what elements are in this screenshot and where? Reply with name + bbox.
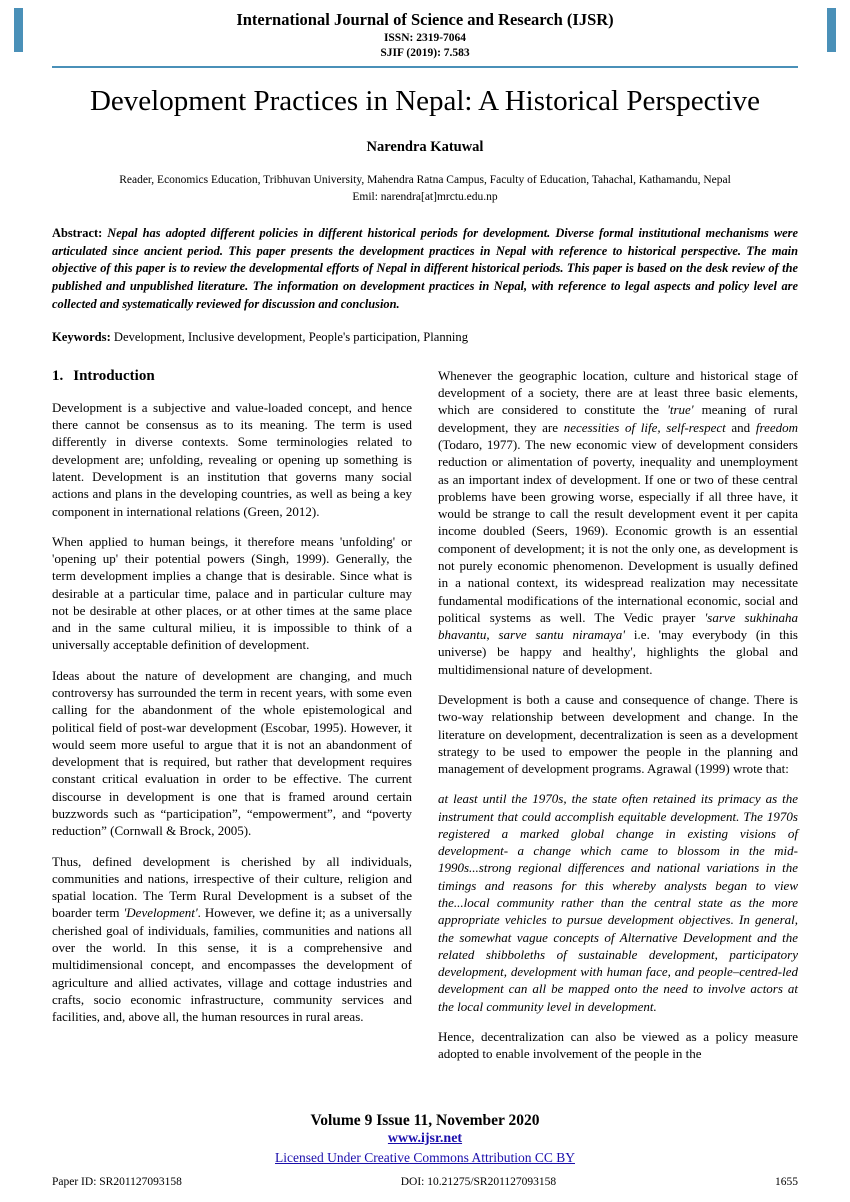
- paragraph: Ideas about the nature of development are changing, and much controversy has surrounded the term in recent years, with some even calling for the abandonment of the whole epistemological and political field of post-war development (Escobar, 1995). However, it would seem more useful to argue that it is not an abandonment of development that is required, but rather that development requires constant critical evaluation in order to be effective. The current discourse in development is one that is framed around certain buzzwords such as “participation”, “empowerment”, and “poverty reduction” (Cornwall & Brock, 2005).: [52, 667, 412, 839]
- journal-sjif: SJIF (2019): 7.583: [380, 46, 470, 59]
- right-column: [438, 367, 798, 1063]
- footer-meta: [0, 1166, 850, 1188]
- paragraph: [438, 367, 798, 678]
- paragraph-part: and: [725, 419, 756, 435]
- paragraph-part: (Todaro, 1977). The new economic view of development considers reduction or alimentation of poverty, inequality and unemployment as an important index of development. If one or two of these central problems have been growing worse, especially if all three have, it would be strange to call the result development event it per capita income doubled (Seers, 1969). Economic growth is an essential component of development; it is not the only one, as development is not purely economic phenomenon. Development is usually defined in a national context, its widespread realization may necessitate fundamental modifications of the international economic, social and political systems as well. The Vedic prayer: [438, 437, 798, 625]
- paragraph-part: meaning of rural development, they are: [438, 402, 798, 435]
- journal-title: International Journal of Science and Research (IJSR): [236, 10, 614, 29]
- author-email: Emil: narendra[at]mrctu.edu.np: [352, 190, 498, 203]
- paragraph: Hence, decentralization can also be viewed as a policy measure adopted to enable involvement of the people in the: [438, 1029, 798, 1062]
- header-divider: [52, 66, 798, 68]
- section-heading-introduction: [52, 367, 412, 387]
- left-edge-bar: [14, 8, 23, 52]
- keywords-text: Development, Inclusive development, People's participation, Planning: [110, 330, 469, 345]
- paragraph: When applied to human beings, it therefore means 'unfolding' or 'opening up' their potential powers (Singh, 1999). Generally, the term development implies a change that is desirable. Since what is desirable at a particular time, palace and in particular culture may not be desirable at other places, or at other times at the same place and in the same cultural milieu, it is impossible to think of a universally acceptable definition of development.: [52, 533, 412, 653]
- left-column: [52, 367, 412, 1063]
- paragraph: Development is a subjective and value-loaded concept, and hence there cannot be consensus as to its meaning. The term is used differently in diverse contexts. Some terminologies related to development are; unfolding, revealing or opening up something is latent. Development is an institution that governs many social actions and plans in the developing countries, as well as being a key component in international relations (Green, 2012).: [52, 399, 412, 519]
- section-number: 1.: [52, 367, 64, 384]
- page-title: Development Practices in Nepal: A Historical Perspective: [89, 84, 761, 117]
- affiliation-line: Reader, Economics Education, Tribhuvan University, Mahendra Ratna Campus, Faculty of Education, Tahachal, Kathamandu, Nepal: [119, 173, 731, 186]
- paragraph: [52, 853, 412, 1026]
- keywords-block: [52, 329, 798, 347]
- journal-header: [52, 0, 798, 68]
- doi: DOI: 10.21275/SR201127093158: [400, 1176, 557, 1188]
- paragraph-part: i.e. 'may everybody (in this universe) be happy and healthy', highlights the global and multidimensional nature of development.: [438, 627, 798, 677]
- page-number: 1655: [774, 1176, 798, 1188]
- keywords-label: Keywords:: [52, 330, 111, 345]
- journal-url-link[interactable]: www.ijsr.net: [387, 1131, 463, 1146]
- journal-issn: ISSN: 2319-7064: [383, 31, 467, 44]
- paragraph: Development is both a cause and consequence of change. There is two-way relationship between development and change. In the literature on development, decentralization is seen as a development strategy to be used to empower the people in the planning and management of development programs. Agrawal (1999) wrote that:: [438, 691, 798, 777]
- abstract-label: Abstract:: [52, 226, 103, 241]
- emphasis-vedic-prayer: 'sarve sukhinaha bhavantu, sarve santu niramaya': [438, 609, 798, 643]
- block-quote: at least until the 1970s, the state often retained its primacy as the instrument that could accomplish equitable development. The 1970s registered a marked global change in existing visions of development- a change which came to blossom in the mid-1990s...strong regional differences and national variations in the timings and reasons for this whereby analysts began to view the...local community rather than the central state as the more appropriate vehicles to pursue development objectives. In general, the somewhat vague concepts of Alternative Development and the related shibboleths of sustainable development, participatory development, development with human face, and people–centred-led development can all be mapped onto the need to involve actors at the local community level in development.: [438, 791, 798, 1014]
- two-column-body: [52, 367, 798, 1063]
- page-footer: [0, 1112, 850, 1188]
- volume-issue: Volume 9 Issue 11, November 2020: [310, 1112, 540, 1129]
- author-name: Narendra Katuwal: [366, 138, 484, 155]
- license-link[interactable]: Licensed Under Creative Commons Attribution CC BY: [275, 1150, 575, 1165]
- author-affiliation: [52, 172, 798, 205]
- paragraph-part: Thus, defined development is cherished by all individuals, communities and nations, irrespective of their culture, religion and spatial location. The Term Rural Development is a subset of the boarder term: [52, 853, 412, 921]
- right-edge-bar: [827, 8, 836, 52]
- abstract-text: Nepal has adopted different policies in different historical periods for development. Diverse formal institutional mechanisms were articulated since ancient period. This paper presents the development practices in Nepal with reference to historical perspective. The main objective of this paper is to review the developmental efforts of Nepal in different historical periods. This paper is based on the desk review of the published and unpublished literature. The information on development practices in Nepal, with reference to legal aspects and policy level are collected and systematically reviewed for discussion and conclusion.: [52, 226, 798, 311]
- emphasis-true: 'true': [667, 402, 694, 418]
- paragraph-part: . However, we define it; as a universally cherished goal of individuals, families, communities and nations all over the world. In this sense, it is a comprehensive and multidimensional concept, and encompasses the development of agriculture and allied activates, village and cottage industries and crafts, socio economic infrastructure, community services and facilities, and, above all, the human resources in rural areas.: [52, 905, 412, 1025]
- emphasis-freedom: freedom: [755, 419, 798, 435]
- section-title: Introduction: [73, 367, 155, 384]
- paper-id: Paper ID: SR201127093158: [52, 1176, 182, 1188]
- abstract-block: [52, 225, 798, 313]
- paragraph-part: Whenever the geographic location, culture and historical stage of development of a society, there are at least three basic elements, which are considered to constitute the: [438, 367, 798, 418]
- emphasis-development: 'Development': [123, 905, 198, 921]
- emphasis-necessities: necessities of life, self-respect: [563, 419, 726, 435]
